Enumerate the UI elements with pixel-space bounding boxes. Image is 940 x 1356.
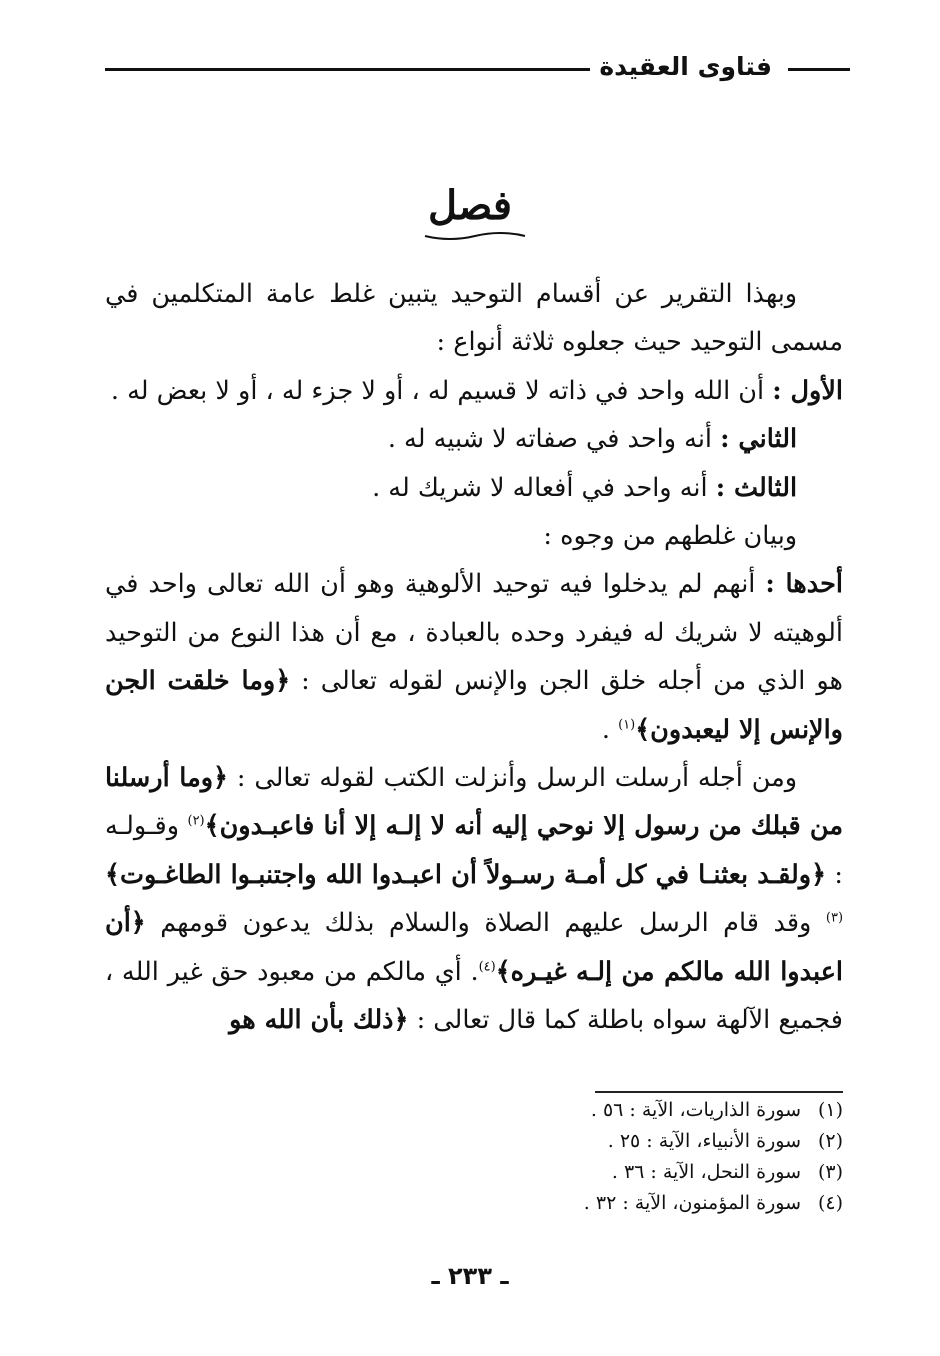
footnote-ref: (١): [618, 717, 636, 733]
quran-verse: ﴿ذلك بأن الله هو: [229, 1005, 409, 1036]
footnote-number: (٣): [817, 1161, 843, 1183]
running-header: [105, 50, 850, 90]
paragraph-text: ومن أجله أرسلت الرسل وأنزلت الكتب لقوله تعالى :: [236, 763, 798, 794]
quran-verse: ﴿وما أرسلنا من قبلك من رسول إلا نوحي إليه أنه لا إلـه إلا أنا فاعبـدون﴾: [105, 763, 844, 842]
item-label: الثاني :: [720, 424, 798, 455]
quran-verse: ﴿أن اعبدوا الله مالكم من إلـه غيـره﴾: [105, 908, 844, 987]
header-rule-short: [788, 68, 850, 71]
item-text: أن الله واحد في ذاته لا قسيم له ، أو لا جزء له ، أو لا بعض له .: [110, 375, 765, 406]
paragraph-text: أي مالكم من معبود حق غير الله ، فجميع الآلهة سواه باطلة كما قال تعالى :: [105, 956, 843, 1036]
footnote: [105, 1095, 843, 1126]
footnote-number: (١): [817, 1099, 843, 1121]
paragraph-text: وقـولـه :: [105, 811, 843, 890]
quran-verse: ﴿وما خلقت الجن والإنس إلا ليعبدون﴾: [105, 666, 843, 745]
header-title: فتاوى العقيدة: [599, 52, 772, 81]
footnote-text: سورة النحل، الآية : ٣٦ .: [611, 1161, 801, 1183]
aspects-intro: وبيان غلطهم من وجوه :: [543, 521, 798, 552]
item-label: الأول :: [772, 375, 843, 406]
header-rule: [105, 68, 590, 71]
item-text: أنه واحد في صفاته لا شبيه له .: [387, 424, 713, 455]
item-label: الثالث :: [715, 472, 798, 503]
body-text: [105, 270, 843, 1045]
item-text: أنه واحد في أفعاله لا شريك له .: [372, 472, 708, 503]
list-item-first: [105, 367, 843, 415]
item-label: أحدها :: [765, 569, 843, 600]
footnote: [105, 1157, 843, 1188]
footnote: [105, 1188, 843, 1219]
footnotes: [105, 1095, 843, 1219]
intro-paragraph: وبهذا التقرير عن أقسام التوحيد يتبين غلط عامة المتكلمين في مسمى التوحيد حيث جعلوه ثلاثة أنواع :: [105, 279, 843, 358]
footnote-number: (٤): [817, 1192, 843, 1214]
footnote-text: سورة المؤمنون، الآية : ٣٢ .: [583, 1192, 801, 1214]
paragraph-text: وقد قام الرسل عليهم الصلاة والسلام بذلك يدعون قومهم: [160, 908, 812, 939]
list-item-second: [105, 415, 843, 463]
footnote-ref: (٤): [478, 959, 496, 975]
list-item-third: [105, 464, 843, 512]
item-text: أنهم لم يدخلوا فيه توحيد الألوهية وهو أن الله تعالى واحد في ألوهيته لا شريك له فيفرد وحده بالعبادة ، مع أن هذا النوع من التوحيد هو الذي من أجله خلق الجن والإنس لقوله تعالى :: [105, 569, 844, 697]
paragraph-messengers: ومن أجله أرسلت الرسل وأنزلت الكتب لقوله تعالى : ﴿وما أرسلنا من قبلك من رسول إلا نوحي إليه أنه لا إلـه إلا أنا فاعبـدون﴾$^{(٢)}$ وقـولـه : ﴿ولقـد بعثنـا في كل أمـة رسـولاً أن اعبـدوا الله واجتنبـوا الطاغـوت﴾$^{(٣)}$ وقد قام الرسل عليهم الصلاة والسلام بذلك يدعون قومهم ﴿أن اعبدوا الله مالكم من إلـه غيـره﴾$^{(٤)}$. أي مالكم من معبود حق غير الله ، فجميع الآلهة سواه باطلة كما قال تعالى : ﴿ذلك بأن الله هو: [105, 763, 844, 1036]
footnote-text: سورة الذاريات، الآية : ٥٦ .: [590, 1099, 801, 1121]
footnote-text: سورة الأنبياء، الآية : ٢٥ .: [607, 1130, 801, 1152]
footnote-separator: [595, 1091, 843, 1093]
section-heading: فصل: [427, 182, 513, 229]
footnote: [105, 1126, 843, 1157]
quran-verse: ﴿ولقـد بعثنـا في كل أمـة رسـولاً أن اعبـدوا الله واجتنبـوا الطاغـوت﴾: [105, 859, 827, 890]
footnote-ref: (٣): [825, 910, 844, 926]
page-number: ـ ٢٣٣ ـ: [431, 1262, 509, 1290]
footnote-ref: (٢): [187, 813, 205, 829]
heading-flourish: [420, 214, 530, 244]
aspect-one-paragraph: أحدها : أنهم لم يدخلوا فيه توحيد الألوهية وهو أن الله تعالى واحد في ألوهيته لا شريك له فيفرد وحده بالعبادة ، مع أن هذا النوع من التوحيد هو الذي من أجله خلق الجن والإنس لقوله تعالى : ﴿وما خلقت الجن والإنس إلا ليعبدون﴾$^{(١)}$ .: [105, 569, 844, 745]
footnote-number: (٢): [817, 1130, 843, 1152]
